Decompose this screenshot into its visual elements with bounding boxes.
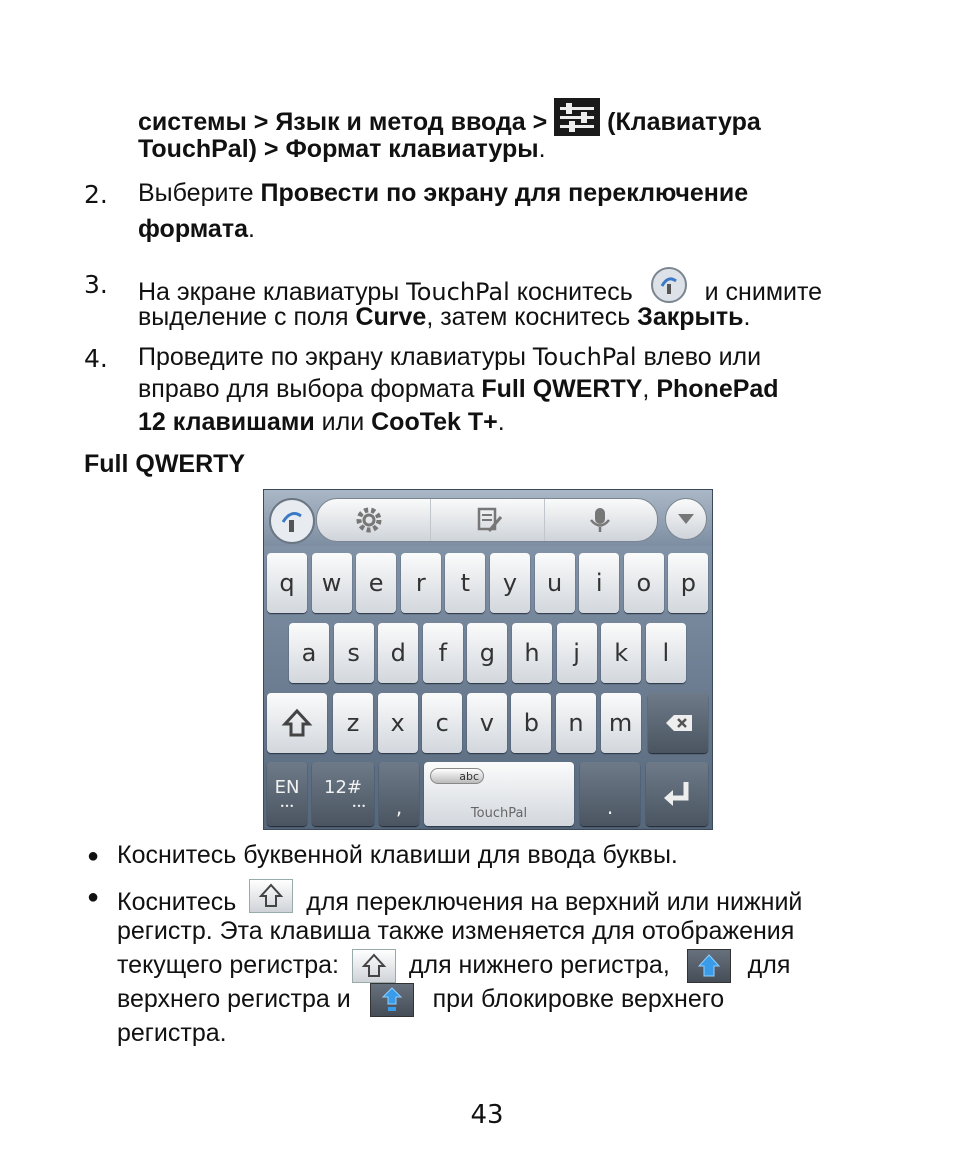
bullet-dot-2: ● [87,886,100,908]
step3-close: Закрыть [637,303,744,331]
shift-uppercase-icon [687,949,731,983]
key-d[interactable]: d [378,623,418,683]
step3-l2-end: . [743,303,751,331]
step3-mid: коснитесь [509,278,640,306]
language-key[interactable] [267,762,307,826]
key-y[interactable]: y [490,553,530,613]
edit-icon [431,499,545,541]
caps-lock-icon [370,983,414,1017]
step4-touchpal: TouchPal [532,343,637,371]
key-q[interactable]: q [267,553,307,613]
bullet2-suffix: для переключения на верхний или нижний [299,888,803,916]
bullet2-line5: регистра. [117,1019,227,1047]
keyboard-image [263,489,713,830]
language-key-dots: ••• [279,802,295,811]
key-a[interactable]: a [289,623,329,683]
bullet2-prefix: Коснитесь [117,888,244,916]
step4-line3 [138,405,505,439]
gear-icon [317,499,430,541]
step4-l3-end: . [497,408,505,436]
bullet2-l3-prefix: текущего регистра: [117,951,346,979]
key-h[interactable]: h [512,623,552,683]
language-key-label: EN [274,777,300,798]
numbers-key[interactable] [312,762,374,826]
bullet-dot-1: ● [87,845,100,867]
edit-button[interactable] [430,499,545,541]
step4-l2-prefix: вправо для выбора формата [138,375,482,403]
step2-line2 [138,212,255,246]
step4-line2 [138,372,779,406]
collapse-button[interactable] [665,498,707,540]
step2-bold2: формата [138,215,248,243]
step4-fullqwerty: Full QWERTY [481,375,643,403]
enter-icon [646,762,708,826]
step4-number: 4. [84,344,108,373]
bullet2-l3-end: для [740,951,791,979]
space-key-label: TouchPal [470,806,528,821]
bullet2-line4 [117,982,724,1017]
step3-number: 3. [84,270,108,299]
step3-curve: Curve [355,303,427,331]
abc-toggle: abc [430,768,484,784]
microphone-icon [545,499,658,541]
period-key[interactable]: . [580,762,640,826]
key-i[interactable]: i [579,553,619,613]
enter-key[interactable] [646,762,708,826]
toolbar-pill [316,498,658,542]
backspace-key[interactable] [648,693,708,753]
key-l[interactable]: l [646,623,686,683]
step3-end: и снимите [697,278,823,306]
key-j[interactable]: j [557,623,597,683]
key-s[interactable]: s [334,623,374,683]
shift-icon [267,693,327,753]
voice-button[interactable] [544,499,658,541]
key-n[interactable]: n [556,693,596,753]
step1-line2 [138,132,546,166]
section-title: Full QWERTY [84,450,246,478]
key-z[interactable]: z [333,693,373,753]
key-r[interactable]: r [401,553,441,613]
comma-key[interactable]: , [379,762,419,826]
step2-line1 [138,176,748,210]
key-f[interactable]: f [423,623,463,683]
key-e[interactable]: e [356,553,396,613]
bullet2-line2: регистр. Эта клавиша также изменяется для отображения [117,917,795,945]
bullet2-l4-prefix: верхнего регистра и [117,985,358,1013]
bullet2-line1 [117,879,802,919]
settings-sliders-icon [554,98,600,136]
touchpal-menu-button[interactable] [269,498,315,544]
key-g[interactable]: g [467,623,507,683]
shift-lowercase-icon [352,949,396,983]
step1-text-c: TouchPal) > Формат клавиатуры [138,135,539,163]
step3-line2 [138,300,750,334]
key-t[interactable]: t [445,553,485,613]
key-p[interactable]: p [668,553,708,613]
key-u[interactable]: u [535,553,575,613]
step3-l2-mid: , затем коснитесь [426,303,638,331]
shift-key-icon [249,879,293,913]
step1-text-a: системы > Язык и метод ввода > [138,108,555,136]
step1-text-b: (Клавиатура [600,108,761,136]
settings-button[interactable] [317,499,430,541]
key-o[interactable]: o [624,553,664,613]
step4-prefix: Проведите по экрану клавиатуры [138,343,533,371]
numbers-key-dots: ••• [351,802,366,811]
page-number: 43 [470,1100,504,1130]
space-key[interactable] [424,762,574,826]
bullet2-l4-end: при блокировке верхнего [425,985,725,1013]
key-m[interactable]: m [601,693,641,753]
step4-12keys: 12 клавишами [138,408,315,436]
keyboard-toolbar [264,490,712,546]
bullet2-line3 [117,948,790,983]
step2-prefix: Выберите [138,179,261,207]
step4-l3-mid: или [314,408,372,436]
key-w[interactable]: w [312,553,352,613]
step2-number: 2. [84,180,108,209]
chevron-down-icon [666,499,706,539]
bullet1-text: Коснитесь буквенной клавиши для ввода буквы. [117,841,678,869]
step2-bold: Провести по экрану для переключение [260,179,749,207]
key-k[interactable]: k [601,623,641,683]
step4-line1 [138,340,761,374]
step4-comma: , [642,375,657,403]
bullet2-l3-mid: для нижнего регистра, [401,951,677,979]
step4-end: влево или [636,343,762,371]
numbers-key-label: 12# [324,777,362,798]
key-v[interactable]: v [467,693,507,753]
backspace-icon [648,693,708,753]
touchpal-logo-icon [271,500,313,542]
shift-key[interactable] [267,693,327,753]
step4-cootek: CooTek T+ [371,408,498,436]
step3-prefix: На экране клавиатуры [138,278,407,306]
step3-touchpal: TouchPal [406,278,510,306]
key-b[interactable]: b [511,693,551,753]
key-c[interactable]: c [422,693,462,753]
step2-suffix: . [247,215,255,243]
step1-text-d: . [538,135,546,163]
touchpal-logo-icon [650,266,688,304]
key-x[interactable]: x [378,693,418,753]
step4-phonepad: PhonePad [656,375,779,403]
step3-l2-prefix: выделение с поля [138,303,356,331]
